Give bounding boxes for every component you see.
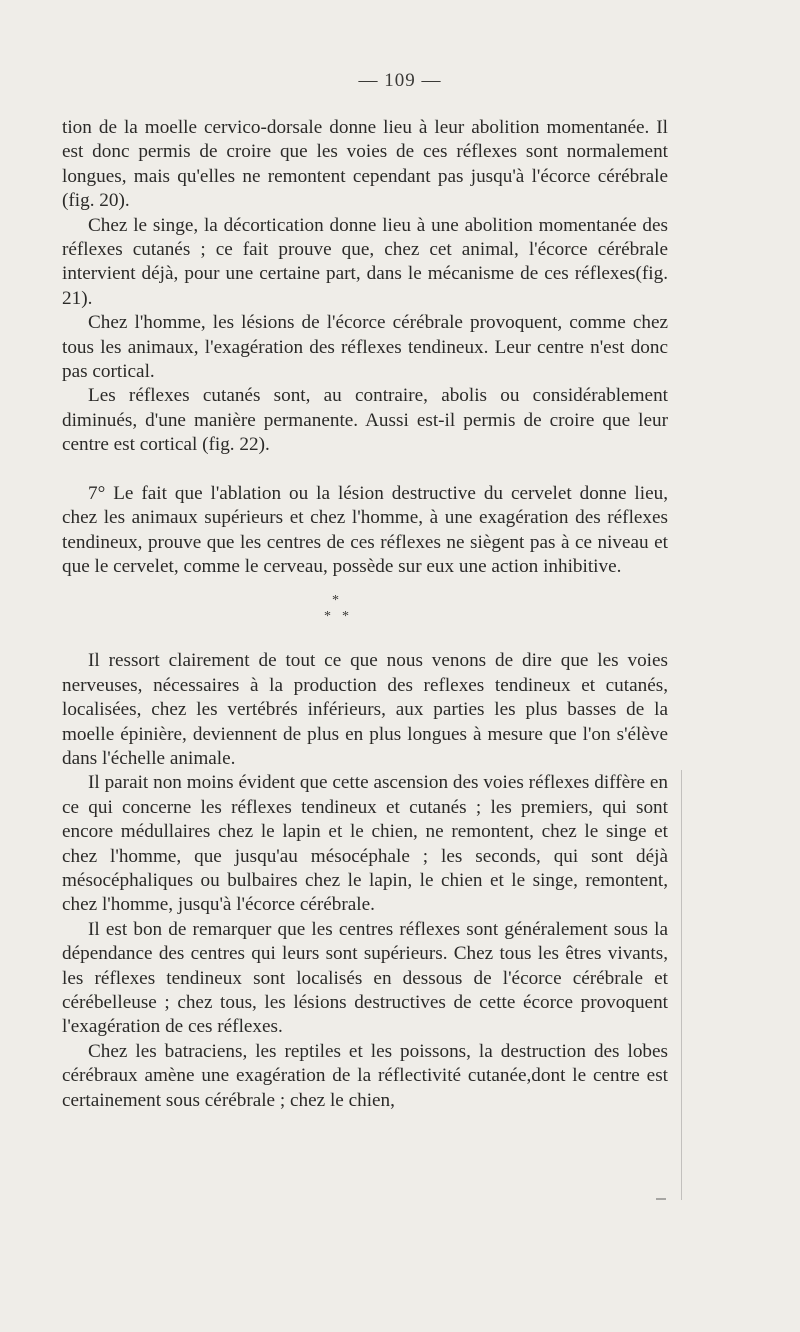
paragraph-8: Il est bon de remarquer que les centres réflexes sont généralement sous la dépendance des centres qui leurs sont supérieurs. Chez tous les êtres vivants, les réflexes tendineux sont localisés en dessous de l'écorce cérébrale et cérébelleuse ; chez tous, les lésions destructives de cette écorce provoquent l'exagération de ces réflexes. xyxy=(62,918,668,1038)
asterisk-bottom-right: * xyxy=(342,609,349,625)
paragraph-2: Chez le singe, la décortication donne lieu à une abolition momentanée des réflexes cutanés ; ce fait prouve que, chez cet animal, l'écorce cérébrale intervient déjà, pour une certaine part, dans le mécanisme de ces réflexes(fig. 21). xyxy=(62,214,668,309)
paragraph-6: Il ressort clairement de tout ce que nous venons de dire que les voies nerveuses, nécessaires à la production des reflexes tendineux et cutanés, localisées, chez les vertébrés inférieurs, aux parties les plus basses de la moelle épinière, deviennent de plus en plus longues à mesure que l'on s'élève dans l'échelle animale. xyxy=(62,650,668,769)
paragraph-4: Les réflexes cutanés sont, au contraire, abolis ou considérablement diminués, d'une manière permanente. Aussi est-il permis de croire que leur centre est cortical (fig. 22). xyxy=(62,385,668,456)
paragraph-numbered-7: 7° Le fait que l'ablation ou la lésion destructive du cervelet donne lieu, chez les animaux supérieurs et chez l'homme, à une exagération des réflexes tendineux, prouve que les centres de ces réflexes ne siègent pas à ce niveau et que le cervelet, comme le cerveau, possède sur eux une action inhibitive. xyxy=(62,482,668,577)
paragraph-1: tion de la moelle cervico-dorsale donne lieu à leur abolition momentanée. Il est donc permis de croire que les voies de ces réflexes sont normalement longues, mais qu'elles ne remontent cependant pas jusqu'à l'écorce cérébrale (fig. 20). xyxy=(62,117,668,212)
paragraph-7: Il parait non moins évident que cette ascension des voies réflexes diffère en ce qui concerne les réflexes tendineux et cutanés ; les premiers, qui sont encore médullaires chez le lapin et le chien, ne remontent, chez le singe et chez l'homme, que jusqu'au mésocéphale ; les seconds, qui sont déjà mésocéphaliques ou bulbaires chez le lapin, le chien et le singe, remontent, chez l'homme, jusqu'à l'écorce cérébrale. xyxy=(62,772,668,916)
asterisk-bottom-left: * xyxy=(324,609,331,625)
scan-artifact-line xyxy=(681,770,682,1200)
paragraph-9: Chez les batraciens, les reptiles et les poissons, la destruction des lobes cérébraux amène une exagération de la réflectivité cutanée,dont le centre est certainement sous cérébrale ; chez le chien, xyxy=(62,1040,668,1111)
asterisk-top: * xyxy=(332,593,339,609)
scan-artifact-mark xyxy=(656,1198,666,1200)
section-separator-asterism xyxy=(62,579,668,649)
paragraph-3: Chez l'homme, les lésions de l'écorce cérébrale provoquent, comme chez tous les animaux, l'exagération des réflexes tendineux. Leur centre n'est donc pas cortical. xyxy=(62,312,668,383)
body-text xyxy=(62,116,668,1113)
page-number: — 109 — xyxy=(358,70,442,91)
